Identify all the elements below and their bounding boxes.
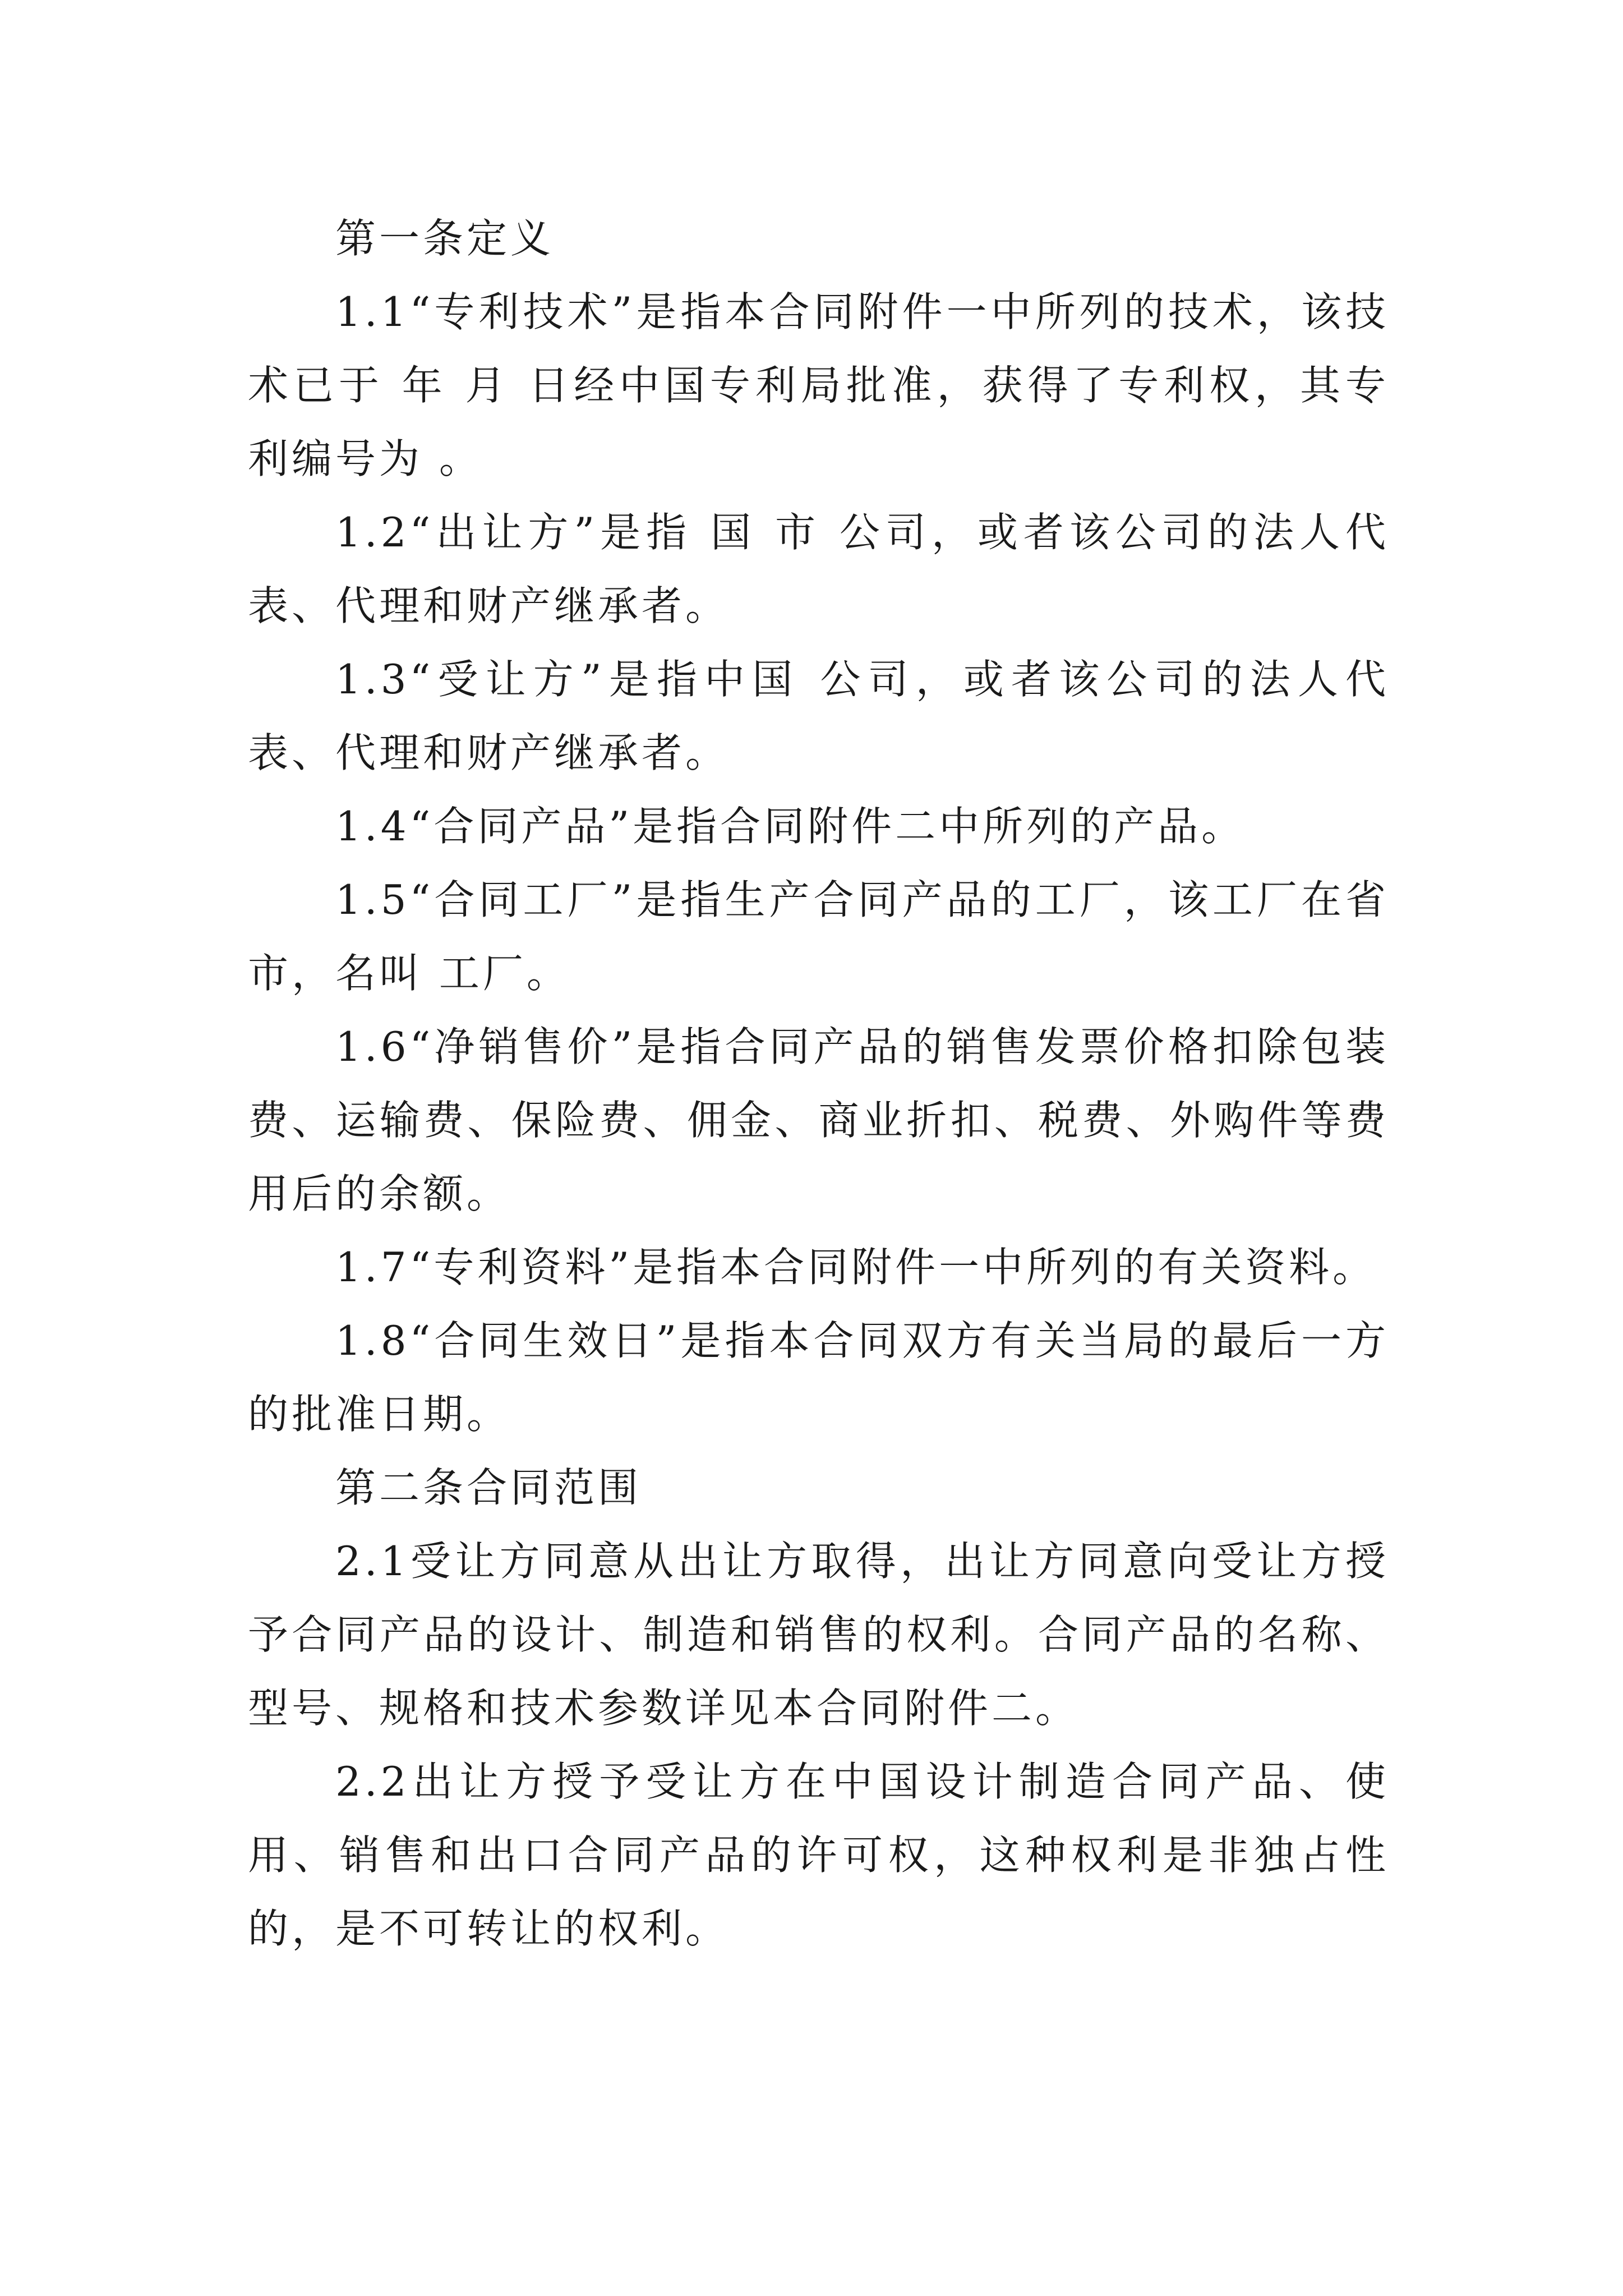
clause-2-1: 2.1受让方同意从出让方取得，出让方同意向受让方授予合同产品的设计、制造和销售的权利。合同产品的名称、型号、规格和技术参数详见本合同附件二。 [248,1538,1389,1732]
clause-1-5: 1.5“合同工厂”是指生产合同产品的工厂，该工厂在省 市，名叫 工厂。 [248,876,1389,997]
clause-2-2: 2.2出让方授予受让方在中国设计制造合同产品、使用、销售和出口合同产品的许可权，这种权利是非独占性的，是不可转让的权利。 [248,1758,1389,1952]
clause-1-7: 1.7“专利资料”是指本合同附件一中所列的有关资料。 [335,1244,1377,1291]
clause-1-4: 1.4“合同产品”是指合同附件二中所列的产品。 [335,803,1246,850]
document-body [248,202,1389,1966]
clause-1-3: 1.3“受让方”是指中国 公司，或者该公司的法人代表、代理和财产继承者。 [248,656,1389,776]
clause-1-8: 1.8“合同生效日”是指本合同双方有关当局的最后一方的批准日期。 [248,1317,1389,1438]
section-heading-2: 第二条合同范围 [335,1464,642,1511]
clause-1-2: 1.2“出让方”是指 国 市 公司，或者该公司的法人代表、代理和财产继承者。 [248,509,1389,629]
section-heading-1: 第一条定义 [335,215,555,262]
clause-1-6: 1.6“净销售价”是指合同产品的销售发票价格扣除包装费、运输费、保险费、佣金、商业折扣、税费、外购件等费用后的余额。 [248,1023,1389,1217]
clause-1-1: 1.1“专利技术”是指本合同附件一中所列的技术，该技术已于 年 月 日经中国专利局批准，获得了专利权，其专利编号为 。 [248,288,1389,482]
